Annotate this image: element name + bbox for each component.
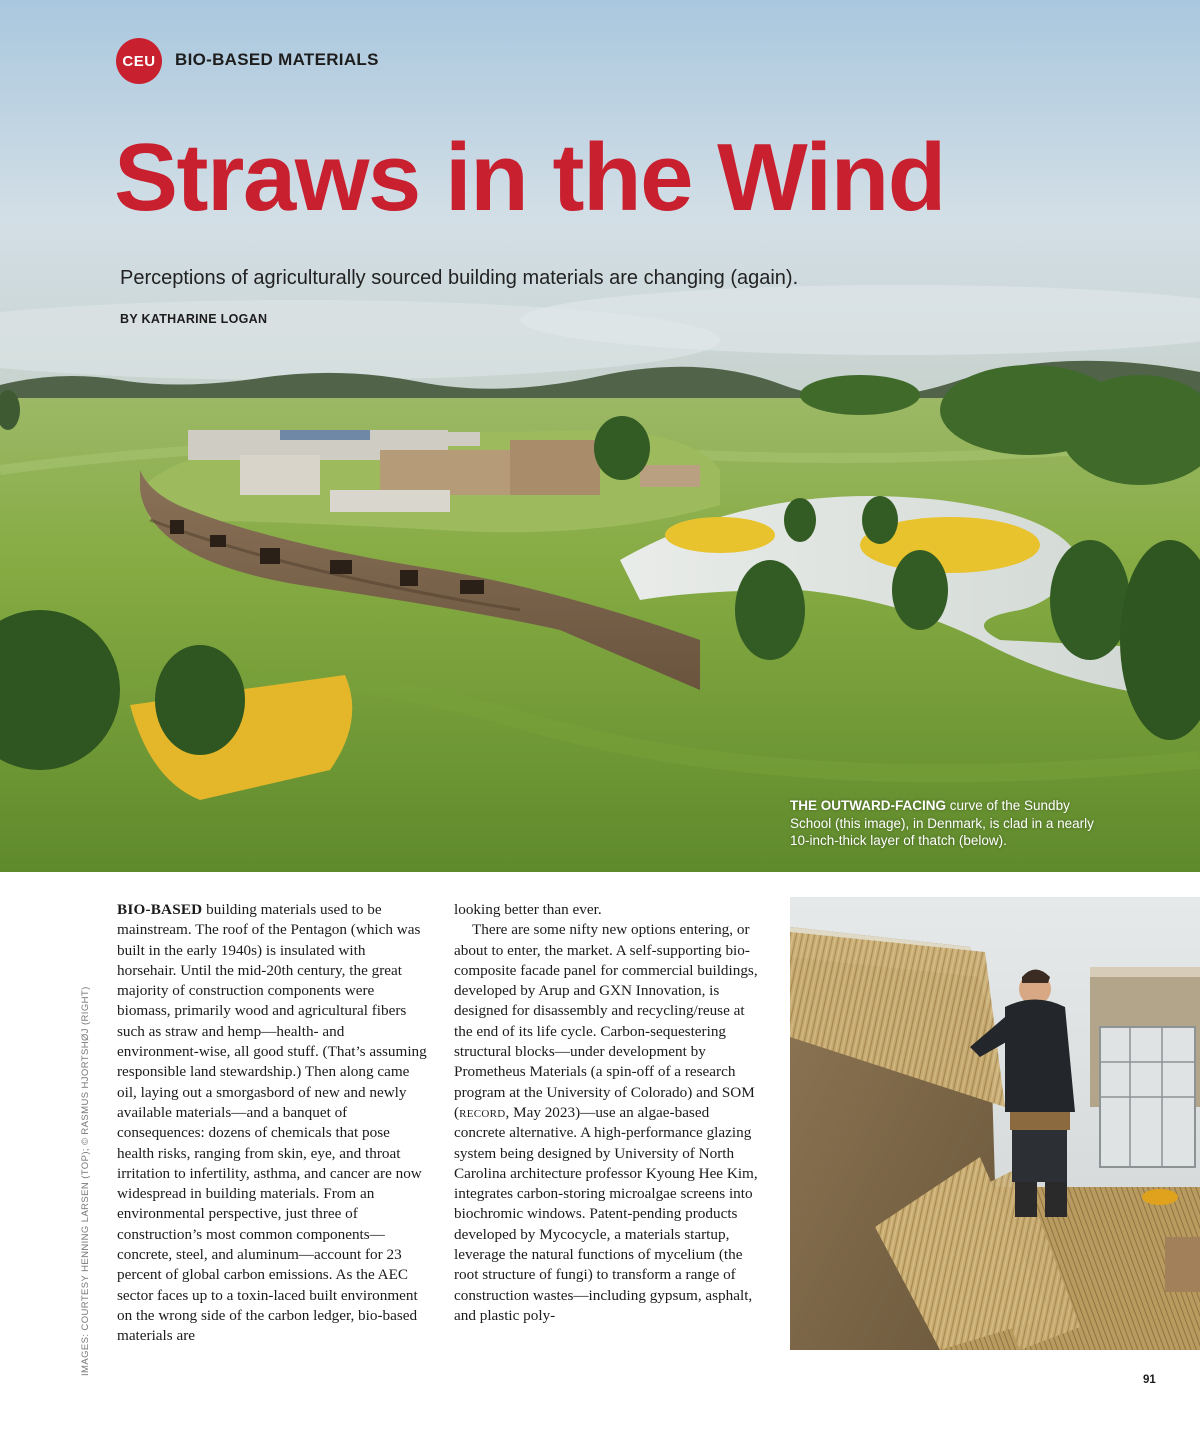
hero-caption-lead: THE OUTWARD-FACING bbox=[790, 798, 946, 813]
body-text: There are some nifty new options entering, or about to enter, the market. A self-supporting bio-composite facade panel for commercial buildings, developed by Arup and GXN Innovation, is designed for disassembly and recycling/reuse at the end of its life cycle. Carbon-sequestering structural blocks—under development by Prometheus Materials (a spin-off of a research program at the University of Colorado) and SOM ( bbox=[454, 921, 758, 1121]
article-byline: BY KATHARINE LOGAN bbox=[120, 312, 268, 326]
drop-lead: BIO-BASED bbox=[117, 901, 203, 918]
body-paragraph bbox=[117, 900, 427, 1347]
ceu-badge: CEU bbox=[116, 38, 162, 84]
hero-caption-text: curve of the Sundby School (this image), in Denmark, is clad in a nearly 10-inch-thick layer of thatch (below). bbox=[790, 798, 1094, 848]
body-text: , May 2023)—use an algae-based concrete alternative. A high-performance glazing system being designed by University of North Carolina architecture professor Kyoung Hee Kim, integrates carbon-storing microalgae screens into biochromic windows. Patent-pending products developed by Mycocycle, a materials startup, leverage the natural functions of mycelium (the root structure of fungi) to transform a range of construction wastes—including gypsum, asphalt, and plastic poly- bbox=[454, 1103, 758, 1324]
thatch-photo bbox=[790, 897, 1200, 1350]
image-credit: IMAGES: COURTESY HENNING LARSEN (TOP); © RASMUS HJORTSHØJ (RIGHT) bbox=[80, 986, 91, 1376]
body-column-2 bbox=[454, 900, 764, 1326]
article-deck: Perceptions of agriculturally sourced building materials are changing (again). bbox=[120, 267, 799, 289]
body-text: building materials used to be mainstream. The roof of the Pentagon (which was built in the early 1940s) is insulated with horsehair. Until the mid-20th century, the great majority of construction components were biomass, primarily wood and agricultural fibers such as straw and hemp—health- and environment-wise, all good stuff. (That’s assuming responsible land stewardship.) Then along came oil, laying out a smorgasbord of new and newly available materials—and a banquet of consequences: dozens of chemicals that pose health risks, ranging from skin, eye, and throat irritation to infertility, asthma, and cancer are now widespread in building materials. From an environmental perspective, just three of construction’s most common components—concrete, steel, and aluminum—account for 23 percent of global carbon emissions. As the AEC sector faces up to a toxin-laced built environment on the wrong side of the carbon ledger, bio-based materials are bbox=[117, 901, 427, 1345]
section-label: BIO-BASED MATERIALS bbox=[175, 50, 379, 69]
body-text: looking better than ever. bbox=[454, 901, 602, 918]
body-paragraph bbox=[454, 920, 764, 1326]
page-number: 91 bbox=[1143, 1374, 1156, 1386]
body-paragraph bbox=[454, 900, 764, 920]
hero-caption bbox=[790, 797, 1110, 850]
body-column-1 bbox=[117, 900, 427, 1347]
record-magazine-ref: record bbox=[459, 1103, 506, 1121]
thatching-worker-photo bbox=[790, 897, 1200, 1350]
article-title: Straws in the Wind bbox=[114, 124, 945, 231]
